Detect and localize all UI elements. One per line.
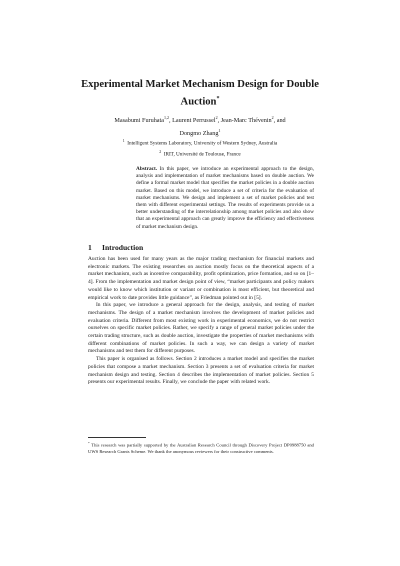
affiliation-list: [90, 137, 310, 158]
abstract-text: In this paper, we introduce an experimental approach to the design, analysis and implementation of market mechanisms based on double auction. We define a formal market model that specifies the market policies in a double auction market. Based on this model, we introduce a set of criteria for the evaluation of market mechanisms. We design and implement a set of market policies and test them with different experimental settings. The results of experiments provide us a better understanding of the interrelationship among market policies and also show that an experimental approach can greatly improve the efficiency and effectiveness of market mechanism design.: [136, 166, 315, 230]
abstract-label: Abstract.: [136, 166, 158, 172]
footnote-text: This research was partially supported by the Australian Research Council through Discovery Project DP0988750 and UWS Research Grants Scheme. We thank the anonymous reviewers for their constructive comments.: [88, 442, 314, 454]
section-body: [88, 256, 314, 387]
section-heading: [88, 243, 143, 252]
footnote-marker: *: [88, 441, 90, 445]
body-paragraph: In this paper, we introduce a general approach for the design, analysis, and testing of market mechanisms. The design of a market mechanism involves the development of market policies and evaluation criteria. Different from most existing work in experimental economics, we do not restrict ourselves on specific market policies. Rather, we specify a range of general market policies under the certain trading structure, such as double auction, investigate the properties of market mechanisms with different combinations of market policies. In such a way, we can design a variety of market mechanisms and test them for different purposes.: [88, 302, 314, 355]
title-footnote-marker: *: [216, 96, 220, 102]
abstract: [136, 166, 314, 231]
paper-title: [80, 78, 320, 110]
author: Jean-Marc Thévenin$^2$, and: [220, 115, 286, 125]
affiliation: $^1$ Intelligent Systems Laboratory, University of Western Sydney, Australia: [122, 139, 278, 147]
affiliation: $^2$ IRIT, Université de Toulouse, France: [159, 149, 241, 158]
section-number: 1: [88, 243, 92, 252]
author: Laurent Perrussel$^2$,: [172, 115, 221, 125]
footnote: [88, 440, 314, 455]
body-paragraph: Auction has been used for many years as the major trading mechanism for financial markets and electronic markets. The existing researches on auction mostly focus on the theoretical aspects of a market mechanism, such as incentive comparability, profit optimization, price formation, and so on [1–4]. From the implementation and market design point of view, “market participants and policy makers would like to know which institution or variant or combination is most efficient, but theoretical and empirical work to date provides little guidance”, as Friedman pointed out in [5].: [88, 256, 314, 301]
author: Dongmo Zhang$^1$: [179, 128, 221, 138]
section-title: Introduction: [102, 243, 144, 252]
footnote-rule: [88, 437, 146, 438]
author: Masabumi Furuhata$^{1,2}$,: [114, 115, 173, 125]
author-list: [90, 113, 310, 139]
title-text: Experimental Market Mechanism Design for Double Auction: [81, 79, 319, 108]
body-paragraph: This paper is organised as follows. Section 2 introduces a market model and specifies the market policies that compose a market mechanism. Section 3 presents a set of evaluation criteria for market mechanism design and testing. Section 4 describes the implementation of market policies. Section 5 presents our experimental results. Finally, we conclude the paper with related work.: [88, 356, 314, 386]
